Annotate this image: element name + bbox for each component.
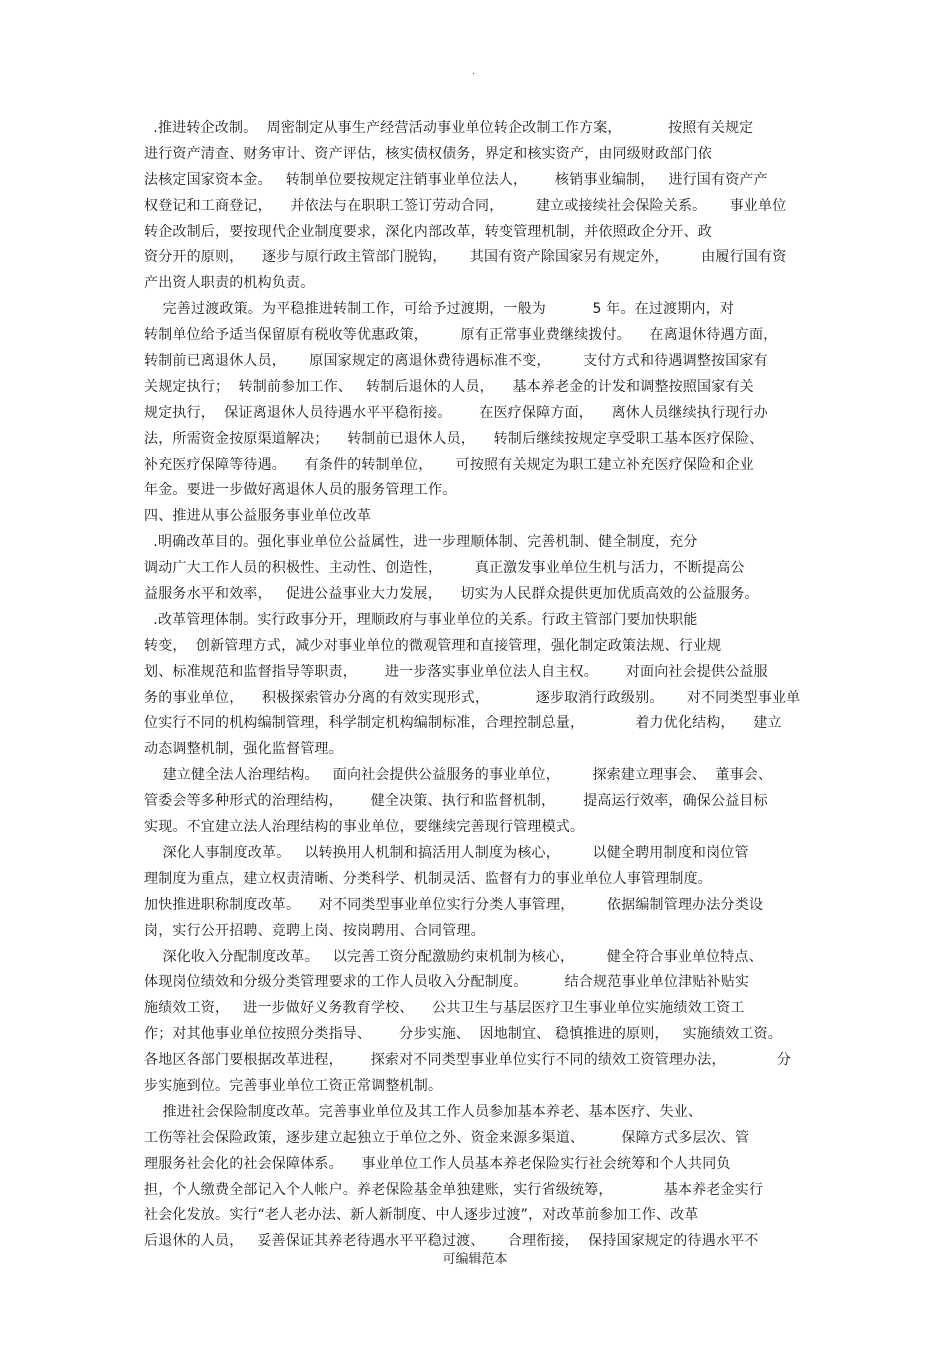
text-line: 转制单位给予适当保留原有税收等优惠政策， 原有正常事业费继续拨付。 在离退休待遇方面， bbox=[144, 327, 778, 344]
text-line: .明确改革目的。强化事业单位公益属性，进一步理顺体制、完善机制、健全制度，充分 bbox=[144, 534, 698, 551]
text-line: 建立健全法人治理结构。 面向社会提供公益服务的事业单位， 探索建立理事会、 董事会、 bbox=[144, 767, 773, 784]
text-line: 年金。要进一步做好离退休人员的服务管理工作。 bbox=[144, 482, 457, 499]
text-line: 转企改制后，要按现代企业制度要求，深化内部改革，转变管理机制，并依照政企分开、政 bbox=[144, 223, 712, 240]
text-line: 各地区各部门要根据改革进程， 探索对不同类型事业单位实行不同的绩效工资管理办法， 分 bbox=[144, 1052, 792, 1069]
text-line: 法核定国家资本金。 转制单位要按规定注销事业单位法人， 核销事业编制， 进行国有资产产 bbox=[144, 171, 768, 188]
text-line: 划、标准规范和监督指导等职责， 进一步落实事业单位法人自主权。 对面向社会提供公益服 bbox=[144, 663, 768, 680]
text-line: 转变， 创新管理方式，减少对事业单位的微观管理和直接管理，强化制定政策法规、行业规 bbox=[144, 637, 722, 654]
footer-label: 可编辑范本 bbox=[442, 1252, 508, 1267]
text-line: 推进社会保险制度改革。完善事业单位及其工作人员参加基本养老、基本医疗、失业、 bbox=[144, 1103, 703, 1120]
text-line: 岗，实行公开招聘、竞聘上岗、按岗聘用、合同管理。 bbox=[144, 922, 485, 939]
text-line: 权登记和工商登记， 并依法与在职职工签订劳动合同， 建立或接续社会保险关系。 事业单位 bbox=[144, 197, 787, 214]
text-line: 位实行不同的机构编制管理，科学制定机构编制标准，合理控制总量， 着力优化结构， 建立 bbox=[144, 715, 782, 732]
header-mark: . bbox=[472, 66, 476, 77]
text-line: 作；对其他事业单位按照分类指导、 分步实施、 因地制宜、 稳慎推进的原则， 实施绩效工资。 bbox=[144, 1026, 782, 1043]
text-line: .改革管理体制。实行政事分开，理顺政府与事业单位的关系。行政主管部门要加快职能 bbox=[144, 611, 698, 628]
text-line: 产出资人职责的机构负责。 bbox=[144, 275, 315, 292]
document-body bbox=[144, 116, 809, 1255]
text-line: 四、推进从事公益服务事业单位改革 bbox=[144, 508, 372, 525]
text-line: 后退休的人员， 妥善保证其养老待遇水平平稳过渡、 合理衔接， 保持国家规定的待遇水平不 bbox=[144, 1233, 759, 1250]
text-line: 理服务社会化的社会保障体系。 事业单位工作人员基本养老保险实行社会统筹和个人共同负 bbox=[144, 1155, 731, 1172]
text-line: 体现岗位绩效和分级分类管理要求的工作人员收入分配制度。 结合规范事业单位津贴补贴实 bbox=[144, 974, 750, 991]
text-line: 实现。不宜建立法人治理结构的事业单位，要继续完善现行管理模式。 bbox=[144, 819, 585, 836]
text-line: 担，个人缴费全部记入个人帐户。养老保险基金单独建账，实行省级统筹， 基本养老金实行 bbox=[144, 1181, 764, 1198]
text-line: 法，所需资金按原渠道解决； 转制前已退休人员， 转制后继续按规定享受职工基本医疗保险、 bbox=[144, 430, 764, 447]
text-line: 调动广大工作人员的积极性、主动性、创造性， 真正激发事业单位生机与活力，不断提高公 bbox=[144, 560, 745, 577]
text-line: 施绩效工资， 进一步做好义务教育学校、 公共卫生与基层医疗卫生事业单位实施绩效工资工 bbox=[144, 1000, 745, 1017]
text-line: 转制前已离退休人员， 原国家规定的离退休费待遇标准不变， 支付方式和待遇调整按国家有 bbox=[144, 353, 768, 370]
text-line: 完善过渡政策。为平稳推进转制工作，可给予过渡期，一般为 5 年。在过渡期内，对 bbox=[144, 301, 735, 318]
text-line: 关规定执行； 转制前参加工作、 转制后退休的人员， 基本养老金的计发和调整按照国家有关 bbox=[144, 378, 754, 395]
text-line: 步实施到位。完善事业单位工资正常调整机制。 bbox=[144, 1077, 443, 1094]
text-line: 深化收入分配制度改革。 以完善工资分配激励约束机制为核心， 健全符合事业单位特点、 bbox=[144, 948, 763, 965]
text-line: 加快推进职称制度改革。 对不同类型事业单位实行分类人事管理， 依据编制管理办法分类设 bbox=[144, 896, 764, 913]
text-line: 动态调整机制，强化监督管理。 bbox=[144, 741, 343, 758]
text-line: 补充医疗保障等待遇。 有条件的转制单位， 可按照有关规定为职工建立补充医疗保险和企业 bbox=[144, 456, 754, 473]
text-line: 资分开的原则， 逐步与原行政主管部门脱钩， 其国有资产除国家另有规定外， 由履行国有资 bbox=[144, 249, 787, 266]
text-line: 深化人事制度改革。 以转换用人机制和搞活用人制度为核心， 以健全聘用制度和岗位管 bbox=[144, 844, 749, 861]
text-line: .推进转企改制。 周密制定从事生产经营活动事业单位转企改制工作方案， 按照有关规定 bbox=[144, 120, 754, 136]
text-line: 理制度为重点，建立权责清晰、分类科学、机制灵活、监督有力的事业单位人事管理制度。 bbox=[144, 870, 712, 887]
text-line: 规定执行， 保证离退休人员待遇水平平稳衔接。 在医疗保障方面， 离休人员继续执行现行办 bbox=[144, 404, 768, 421]
text-line: 进行资产清查、财务审计、资产评估，核实债权债务，界定和核实资产，由同级财政部门依 bbox=[144, 145, 712, 162]
text-line: 社会化发放。实行“老人老办法、新人新制度、中人逐步过渡”，对改革前参加工作、改革 bbox=[144, 1207, 699, 1224]
text-line: 务的事业单位， 积极探索管办分离的有效实现形式， 逐步取消行政级别。 对不同类型事业单 bbox=[144, 689, 801, 706]
text-line: 管委会等多种形式的治理结构， 健全决策、执行和监督机制， 提高运行效率，确保公益目标 bbox=[144, 793, 768, 810]
text-line: 益服务水平和效率， 促进公益事业大力发展， 切实为人民群众提供更加优质高效的公益服务。 bbox=[144, 586, 759, 603]
text-line: 工伤等社会保险政策，逐步建立起独立于单位之外、资金来源多渠道、 保障方式多层次、管 bbox=[144, 1129, 750, 1146]
